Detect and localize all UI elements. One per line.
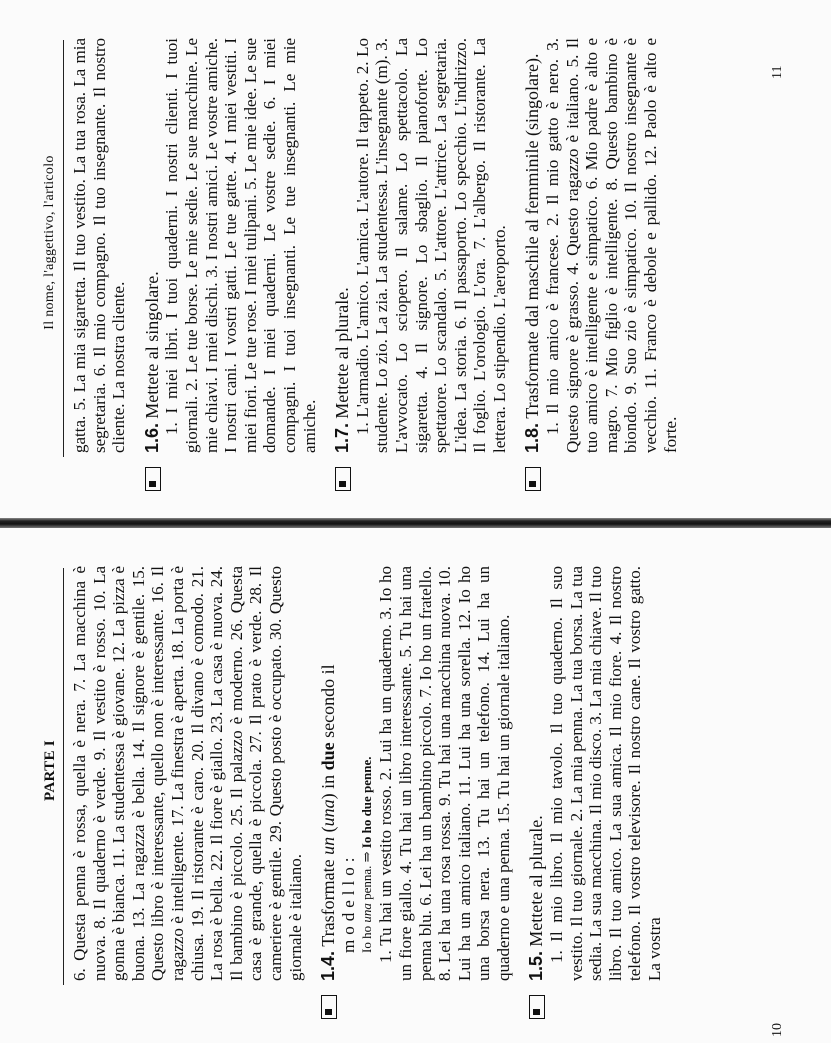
book-gutter — [0, 518, 831, 528]
right-page-body — [70, 38, 680, 453]
title-part: ) in — [318, 770, 339, 800]
exercise-1-7 — [333, 38, 509, 453]
exercise-title: Mettete al plurale. — [526, 815, 547, 947]
title-part: secondo il — [318, 664, 339, 743]
exercise-1-5 — [527, 566, 664, 981]
page-number-left: 10 — [770, 1023, 785, 1037]
audio-cd-icon — [321, 995, 337, 1019]
audio-cd-icon — [335, 467, 351, 491]
title-part: Trasformate — [318, 854, 339, 947]
exercise-number: 1.5. — [526, 950, 547, 981]
running-head-right: Il nome, l'aggettivo, l'articolo — [42, 155, 57, 330]
running-head-left: PARTE I — [42, 740, 58, 801]
model-label: modello: — [338, 852, 358, 953]
exercise-text: 1. I miei libri. I tuoi quaderni. I nostri clienti. I tuoi giornali. 2. Le tue borse. Le mie sedie. Le sue macchine. Le mie chiavi. I miei dischi. 3. I nostri amici. Le vostre amiche. I nostri cani. I vostri gatti. Le tue gatte. 4. I miei vestiti. I miei fiori. Le tue rose. I miei tulipani. 5. Le mie idee. Le sue domande. I miei quaderni. Le vostre sedie. 6. I miei compagni. I tuoi insegnanti. Le tue insegnanti. Le mie amiche. — [162, 38, 319, 453]
header-rule-left — [63, 568, 64, 985]
exercise-number: 1.6. — [141, 422, 162, 453]
header-rule-right — [63, 40, 64, 457]
exercise-text: 1. Tu hai un vestito rosso. 2. Lui ha un quaderno. 3. Io ho un fiore giallo. 4. Tu hai un libro interessante. 5. Tu hai una penna blu. 6. Lei ha un bambino piccolo. 7. Io ho un fratello. 8. Lei ha una rosa rossa. 9. Tu hai una macchina nuova. 10. Lui ha un amico italiano. 11. Lui ha una sorella. 12. Io ho una borsa nera. 13. Tu hai un telefono. 14. Lui ha un quaderno e una penna. 15. Tu hai un giornale italiano. — [376, 566, 513, 981]
exercise-title — [318, 664, 338, 946]
example-arrow: penna. ⇒ — [359, 848, 375, 904]
exercise-number: 1.8. — [522, 422, 543, 453]
title-part: ( — [318, 826, 339, 837]
title-una: una — [318, 799, 339, 827]
exercise-text: 1. Il mio amico è francese. 2. Il mio gatto è nero. 3. Questo signore è grasso. 4. Questo ragazzo è italiano. 5. Il tuo amico è intelligente e simpatico. 6. Mio padre è alto e magro. 7. Mio figlio è intelligente. 8. Questo bambino è biondo. 9. Suo zio è simpatico. 10. Il nostro insegnante è vecchio. 11. Franco è debole e pallido. 12. Paolo è alto e forte. — [543, 38, 680, 453]
exercise-1-6 — [143, 38, 319, 453]
audio-cd-icon — [529, 995, 545, 1019]
left-page-body — [70, 566, 665, 981]
exercise-number: 1.4. — [318, 950, 339, 981]
example-part: Io ho — [359, 922, 375, 953]
exercise-text: 1. L'armadio. L'amico. L'amica. L'autore. Il tappeto. 2. Lo studente. Lo zio. La zia. La studentessa. L'insegnante (m). 3. L'avvocato. Lo sciopero. Il salame. Lo spettacolo. La sigaretta. 4. Il signore. Lo sbaglio. Il pianoforte. Lo spettatore. Lo scandalo. 5. L'attore. L'attrice. La segretaria. L'idea. La storia. 6. Il passaporto. Lo specchio. L'indirizzo. Il foglio. L'orologio. L'ora. 7. L'albergo. Il ristorante. La lettera. Lo stipendio. L'aeroporto. — [352, 38, 509, 453]
exercise-title: Trasformate dal maschile al femminile (singolare). — [522, 53, 543, 419]
exercise-title: Mettete al plurale. — [332, 287, 353, 419]
exercise-title: Mettete al singolare. — [141, 271, 162, 419]
example-una: una — [359, 903, 375, 923]
audio-cd-icon — [525, 467, 541, 491]
continuation-text-left: 6. Questa penna è rossa, quella è nera. 7. La macchina è nuova. 8. Il quaderno è verde. 9. Il vestito è rosso. 10. La gonna è bianca. 11. La studentessa è giovane. 12. La pizza è buona. 13. La ragazza è bella. 14. Il signore è gentile. 15. Questo libro è interessante, quello non è interessante. 16. Il ragazzo è intelligente. 17. La finestra è aperta. 18. La porta è chiusa. 19. Il ristorante è caro. 20. Il divano è comodo. 21. La rosa è bella. 22. Il fiore è giallo. 23. La casa è nuova. 24. Il bambino è piccolo. 25. Il palazzo è moderno. 26. Questa casa è grande, quella è piccola. 27. Il prato è verde. 28. Il cameriere è gentile. 29. Questo posto è occupato. 30. Questo giornale è italiano. — [70, 566, 305, 981]
page-number-right: 11 — [770, 65, 785, 79]
title-due: due — [318, 742, 339, 771]
title-un: un — [318, 836, 339, 855]
exercise-1-8 — [523, 38, 680, 453]
exercise-text: 1. Il mio libro. Il mio tavolo. Il tuo quaderno. Il suo vestito. Il tuo giornale. 2. La mia penna. La tua borsa. La tua sedia. La sua macchina. Il mio disco. 3. La mia chiave. Il tuo libro. Il tuo amico. La sua amica. Il mio fiore. 4. Il nostro telefono. Il vostro televisore. Il nostro cane. Il vostro gatto. La vostra — [547, 566, 665, 981]
left-page — [0, 528, 831, 1043]
example-result: Io ho due penne. — [359, 756, 375, 849]
right-page — [0, 0, 831, 515]
exercise-1-4 — [319, 566, 513, 981]
audio-cd-icon — [145, 467, 161, 491]
continuation-text-right: gatta. 5. La mia sigaretta. Il tuo vestito. La tua rosa. La mia segretaria. 6. Il mio compagno. Il tuo insegnante. Il nostro cliente. La nostra cliente. — [70, 38, 129, 453]
model-example — [358, 566, 376, 953]
exercise-number: 1.7. — [332, 422, 353, 453]
